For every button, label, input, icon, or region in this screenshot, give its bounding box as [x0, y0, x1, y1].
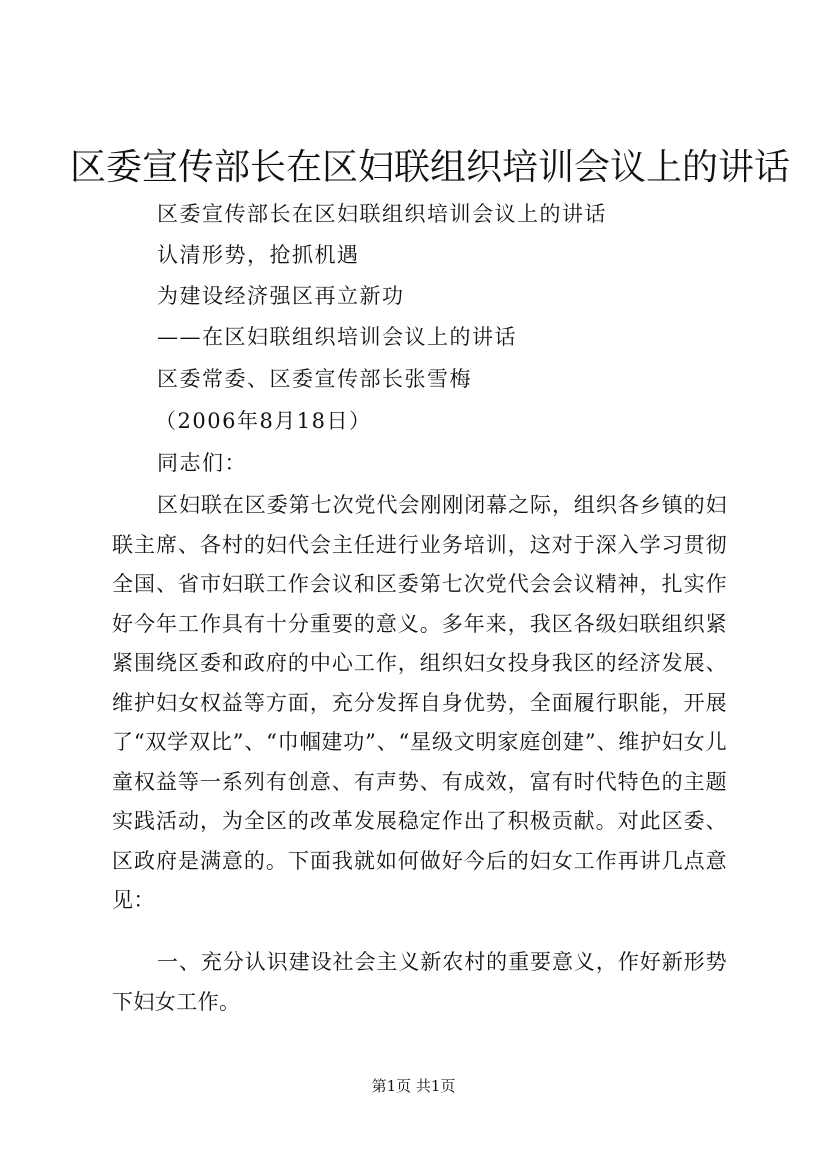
salutation: 同志们：: [157, 451, 247, 475]
body-paragraph-1: 区妇联在区委第七次党代会刚刚闭幕之际，组织各乡镇的妇联主席、各村的妇代会主任进行业务培训，这对于深入学习贯彻全国、省市妇联工作会议和区委第七次党代会会议精神，扎实作好今年工作具有十分重要的意义。多年来，我区各级妇联组织紧紧围绕区委和政府的中心工作，组织妇女投身我区的经济发展、维护妇女权益等方面，充分发挥自身优势，全面履行职能，开展了“双学双比”、“巾帼建功”、“星级文明家庭创建”、维护妇女儿童权益等一系列有创意、有声势、有成效，富有时代特色的主题实践活动，为全区的改革发展稳定作出了积极贡献。对此区委、区政府是满意的。下面我就如何做好今后的妇女工作再讲几点意见：: [112, 493, 727, 912]
speech-date: （2006年8月18日）: [155, 409, 372, 433]
page-number-footer: 第1页 共1页: [371, 1077, 456, 1095]
document-title: 区委宣传部长在区妇联组织培训会议上的讲话: [70, 147, 791, 188]
speech-heading-1: 认清形势，抢抓机遇: [157, 243, 360, 267]
speech-heading-2: 为建设经济强区再立新功: [157, 284, 405, 308]
document-subtitle: 区委宣传部长在区妇联组织培训会议上的讲话: [157, 202, 607, 226]
speech-occasion: ——在区妇联组织培训会议上的讲话: [157, 325, 517, 349]
speaker-line: 区委常委、区委宣传部长张雪梅: [157, 367, 472, 391]
body-paragraph-2: 一、充分认识建设社会主义新农村的重要意义，作好新形势下妇女工作。: [112, 950, 727, 1014]
